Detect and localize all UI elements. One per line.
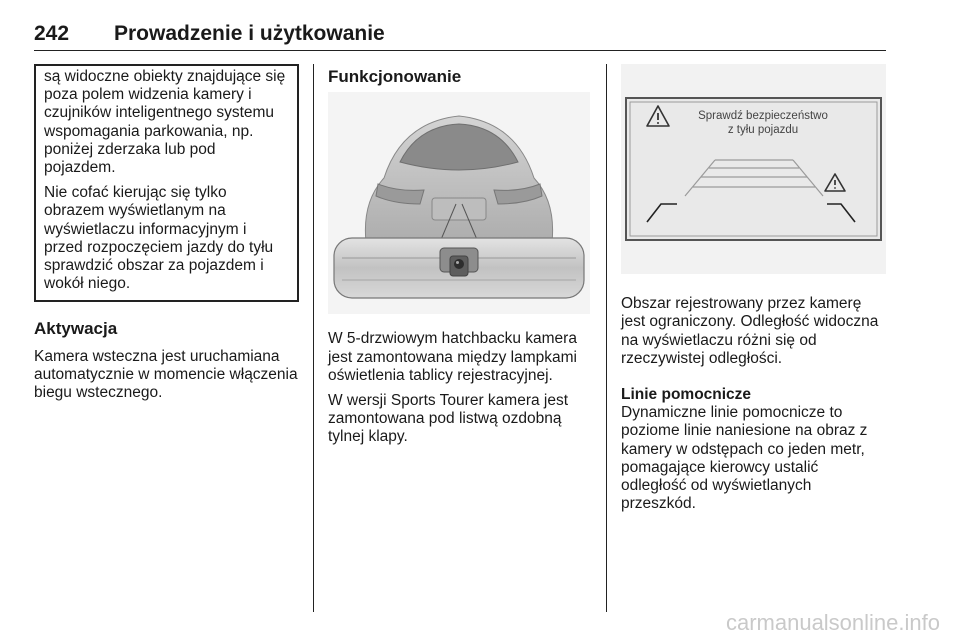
warning-box: [34, 64, 299, 302]
column-middle: [328, 64, 590, 454]
column-divider: [606, 64, 607, 612]
function-paragraph-1: W 5-drzwiowym hatchbacku kamera jest zamontowana między lampkami oświetlenia tablicy rejestracyjnej.: [328, 330, 577, 384]
screen-warning-line1: Sprawdź bezpieczeństwo: [698, 110, 828, 122]
watermark: carmanualsonline.info: [725, 610, 940, 635]
page-header: [34, 22, 886, 51]
page-number: 242: [34, 22, 70, 45]
camera-display-illustration: [621, 64, 886, 274]
column-right: [621, 64, 886, 520]
warning-paragraph: Nie cofać kierując się tylko obrazem wyświetlanym na wyświetlaczu informacyjnym i przed rozpoczęciem jazdy do tyłu sprawdzić obszar za pojazdem i wokół niego.: [44, 184, 274, 293]
column-left: [34, 64, 299, 409]
warning-paragraph: są widoczne obiekty znajdujące się poza polem widzenia kamery i czujników inteligentnego systemu wspomagania parkowania, np. poniżej zderzaka lub pod pojazdem.: [44, 68, 286, 177]
screen-warning-line2: z tyłu pojazdu: [727, 124, 799, 136]
display-paragraph: Obszar rejestrowany przez kamerę jest ograniczony. Odległość widoczna na wyświetlaczu różni się od rzeczywistej odległości.: [621, 295, 879, 367]
function-paragraph-2: W wersji Sports Tourer kamera jest zamontowana pod listwą ozdobną tylnej klapy.: [328, 392, 569, 446]
guide-lines-heading: Linie pomocnicze: [621, 386, 752, 404]
section-heading-activation: Aktywacja: [34, 319, 118, 339]
activation-paragraph: Kamera wsteczna jest uruchamiana automatycznie w momencie włączenia biegu wstecznego.: [34, 347, 298, 402]
guide-lines-paragraph: Dynamiczne linie pomocnicze to poziome linie naniesione na obraz z kamery w odstępach co jeden metr, pomagające kierowcy ustalić odległość od wyświetlanych przeszkód.: [621, 404, 868, 513]
section-heading-function: Funkcjonowanie: [328, 67, 462, 86]
column-divider: [313, 64, 314, 612]
car-rear-camera-illustration: [328, 92, 590, 314]
page-title: Prowadzenie i użytkowanie: [114, 22, 385, 45]
